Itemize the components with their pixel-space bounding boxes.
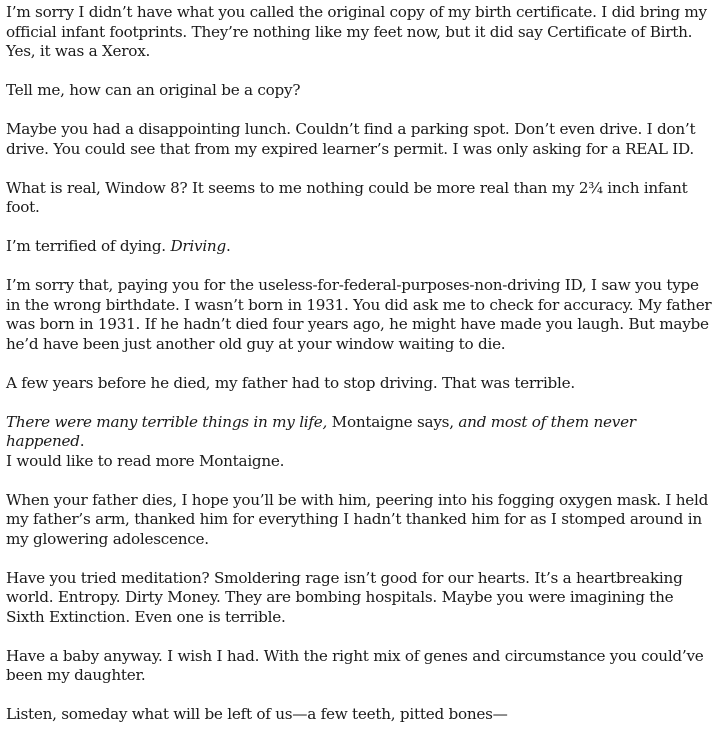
paragraph-stop-driving: A few years before he died, my father had to stop driving. That was terrible.	[6, 373, 575, 392]
montaigne-quote-2: and most of them never happened	[6, 412, 636, 450]
paragraph-terrified	[6, 237, 714, 257]
montaigne-period: .	[79, 432, 85, 450]
paragraph-birth-certificate: I’m sorry I didn’t have what you called the original copy of my birth certificate. I did bring my official infant footprints. They’re nothing like my feet now, but it did say Certificate of Birth. Yes, it was a Xerox.	[6, 3, 707, 60]
paragraph-baby: Have a baby anyway. I wish I had. With the right mix of genes and circumstance you could’ve been my daughter.	[6, 646, 704, 684]
terrified-text: I’m terrified of dying.	[6, 237, 171, 255]
paragraph-read-montaigne: I would like to read more Montaigne.	[6, 451, 285, 470]
montaigne-attribution: Montaigne says,	[327, 412, 459, 431]
paragraph-listen: Listen, someday what will be left of us—a few teeth, pitted bones—	[6, 705, 508, 723]
paragraph-montaigne-quote	[6, 413, 714, 452]
driving-word: Driving	[170, 237, 226, 255]
paragraph-meditation: Have you tried meditation? Smoldering rage isn’t good for our hearts. It’s a heartbreaking world. Entropy. Dirty Money. They are bombing hospitals. Maybe you were imagining the Sixth Extinction. Even one is terrible.	[6, 568, 683, 626]
montaigne-quote-1: There were many terrible things in my life,	[6, 412, 328, 431]
paragraph-real-id: Maybe you had a disappointing lunch. Couldn’t find a parking spot. Don’t even drive. I don’t drive. You could see that from my expired learner’s permit. I was only asking for a REAL ID.	[6, 120, 696, 158]
driving-period: .	[225, 237, 231, 255]
paragraph-father-dies: When your father dies, I hope you’ll be with him, peering into his fogging oxygen mask. I held my father’s arm, thanked him for everything I hadn’t thanked him for as I stomped around in my glowering adolescence.	[6, 490, 709, 548]
paragraph-birthdate: I’m sorry that, paying you for the useless-for-federal-purposes-non-driving ID, I saw you type in the wrong birthdate. I wasn’t born in 1931. You did ask me to check for accuracy. My father was born in 1931. If he hadn’t died four years ago, he might have made you laugh. But maybe he’d have been just another old guy at your window waiting to die.	[6, 276, 712, 353]
paragraph-window-8: What is real, Window 8? It seems to me nothing could be more real than my 2¾ inch infant foot.	[6, 178, 688, 216]
paragraph-original-copy: Tell me, how can an original be a copy?	[6, 81, 301, 99]
